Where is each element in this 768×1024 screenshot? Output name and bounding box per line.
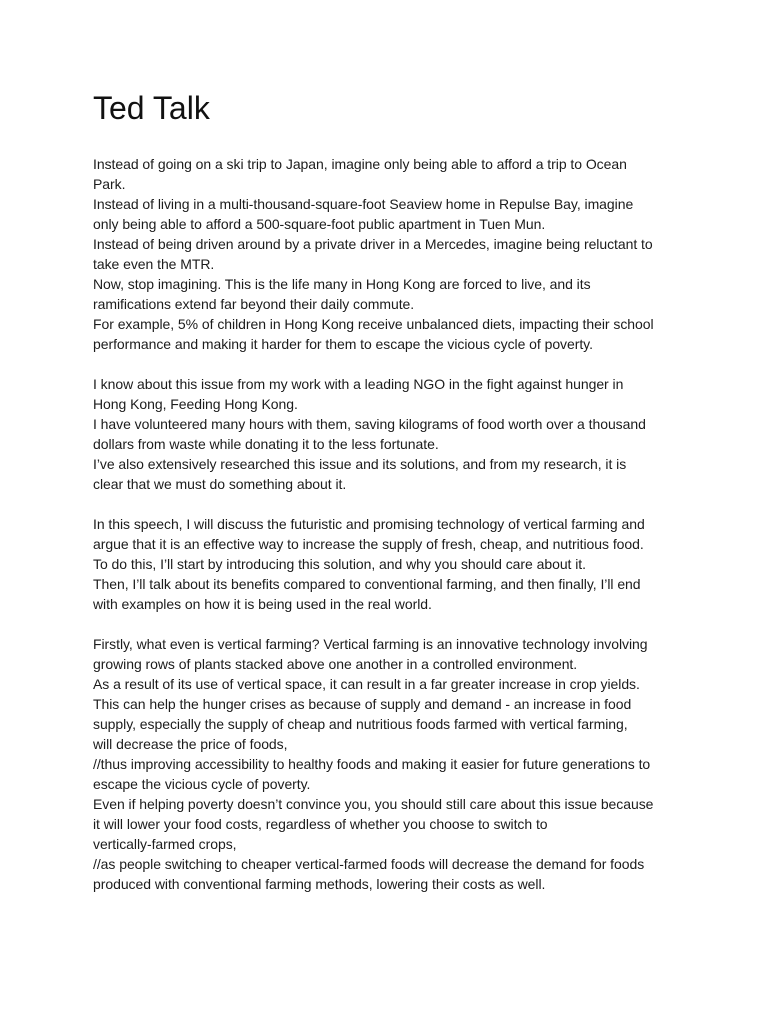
text-line: //as people switching to cheaper vertical-farmed foods will decrease the demand for foods bbox=[93, 856, 645, 872]
text-line: Even if helping poverty doesn’t convince you, you should still care about this issue because bbox=[93, 796, 654, 812]
text-line: I’ve also extensively researched this issue and its solutions, and from my research, it is bbox=[93, 456, 627, 472]
text-line: This can help the hunger crises as because of supply and demand - an increase in food bbox=[93, 696, 632, 712]
text-line: Park. bbox=[93, 176, 126, 192]
text-line: vertically-farmed crops, bbox=[93, 836, 237, 852]
text-line: growing rows of plants stacked above one another in a controlled environment. bbox=[93, 656, 578, 672]
text-line: Instead of being driven around by a private driver in a Mercedes, imagine being reluctant to bbox=[93, 236, 653, 252]
text-line: produced with conventional farming methods, lowering their costs as well. bbox=[93, 876, 546, 892]
text-line: Instead of going on a ski trip to Japan, imagine only being able to afford a trip to Ocean bbox=[93, 156, 627, 172]
text-line: supply, especially the supply of cheap and nutritious foods farmed with vertical farming, bbox=[93, 716, 628, 732]
document-page bbox=[93, 88, 683, 914]
text-line: Then, I’ll talk about its benefits compared to conventional farming, and then finally, I’ll end bbox=[93, 576, 641, 592]
paragraph bbox=[93, 374, 683, 494]
text-line: Firstly, what even is vertical farming? Vertical farming is an innovative technology involving bbox=[93, 636, 648, 652]
text-line: clear that we must do something about it. bbox=[93, 476, 347, 492]
text-line: argue that it is an effective way to increase the supply of fresh, cheap, and nutritious food. bbox=[93, 536, 644, 552]
text-line: In this speech, I will discuss the futuristic and promising technology of vertical farming and bbox=[93, 516, 645, 532]
text-line: will decrease the price of foods, bbox=[93, 736, 288, 752]
text-line: Instead of living in a multi-thousand-square-foot Seaview home in Repulse Bay, imagine bbox=[93, 196, 634, 212]
paragraph bbox=[93, 634, 683, 894]
text-line: take even the MTR. bbox=[93, 256, 215, 272]
text-line: As a result of its use of vertical space, it can result in a far greater increase in crop yields. bbox=[93, 676, 640, 692]
document-body bbox=[93, 154, 683, 894]
text-line: //thus improving accessibility to healthy foods and making it easier for future generations to bbox=[93, 756, 651, 772]
text-line: only being able to afford a 500-square-foot public apartment in Tuen Mun. bbox=[93, 216, 546, 232]
text-line: performance and making it harder for them to escape the vicious cycle of poverty. bbox=[93, 336, 593, 352]
text-line: with examples on how it is being used in the real world. bbox=[93, 596, 432, 612]
paragraph bbox=[93, 514, 683, 614]
text-line: I know about this issue from my work with a leading NGO in the fight against hunger in bbox=[93, 376, 624, 392]
text-line: dollars from waste while donating it to the less fortunate. bbox=[93, 436, 439, 452]
text-line: Hong Kong, Feeding Hong Kong. bbox=[93, 396, 298, 412]
paragraph bbox=[93, 154, 683, 354]
text-line: Now, stop imagining. This is the life many in Hong Kong are forced to live, and its bbox=[93, 276, 591, 292]
text-line: escape the vicious cycle of poverty. bbox=[93, 776, 311, 792]
document-title: Ted Talk bbox=[93, 90, 210, 126]
text-line: I have volunteered many hours with them, saving kilograms of food worth over a thousand bbox=[93, 416, 646, 432]
text-line: For example, 5% of children in Hong Kong receive unbalanced diets, impacting their school bbox=[93, 316, 654, 332]
text-line: it will lower your food costs, regardless of whether you choose to switch to bbox=[93, 816, 548, 832]
text-line: To do this, I’ll start by introducing this solution, and why you should care about it. bbox=[93, 556, 586, 572]
text-line: ramifications extend far beyond their daily commute. bbox=[93, 296, 415, 312]
